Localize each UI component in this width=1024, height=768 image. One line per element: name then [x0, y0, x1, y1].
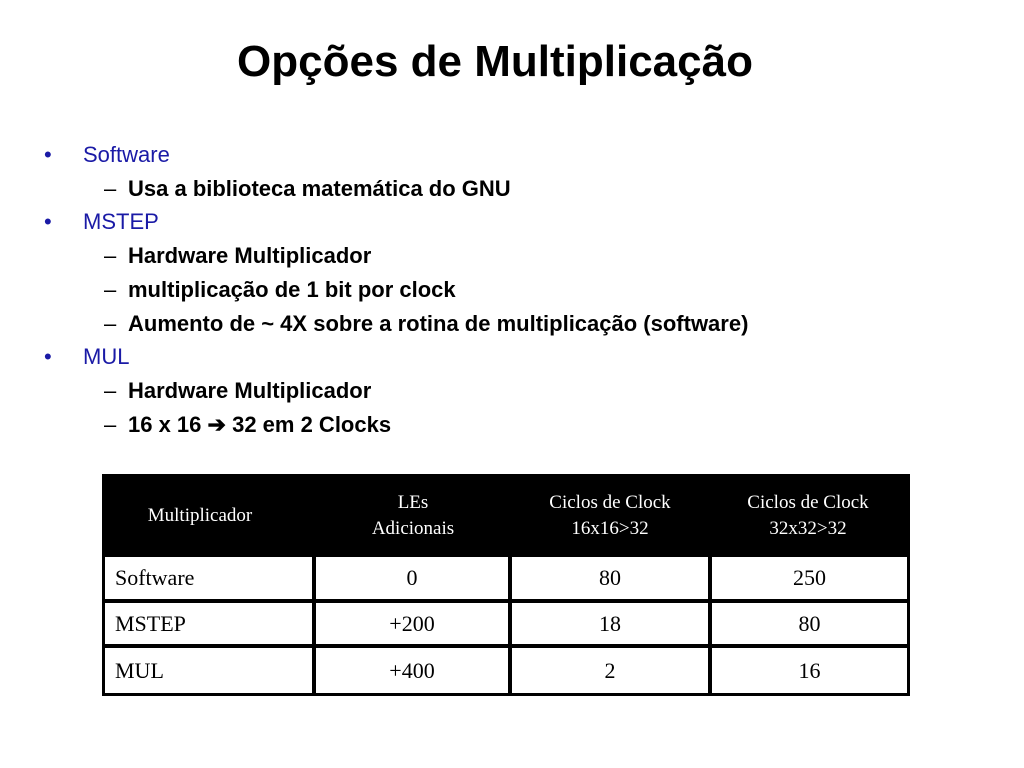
header-label: LEs	[397, 491, 429, 513]
bullet-mark: •	[44, 344, 52, 369]
bullet-text: MUL	[83, 344, 130, 369]
header-label: Ciclos de Clock	[747, 491, 869, 513]
sub-bullet-text	[128, 411, 391, 439]
sub-bullet-text: Usa a biblioteca matemática do GNU	[128, 176, 511, 201]
header-cell-les	[315, 477, 511, 554]
dash-mark: –	[104, 243, 117, 268]
dash-mark: –	[104, 277, 117, 302]
bullet-text: Software	[83, 142, 170, 167]
dash-mark: –	[104, 378, 117, 403]
dash-mark: –	[104, 176, 117, 201]
header-label: 16x16>32	[571, 517, 649, 539]
table-cell: +200	[316, 603, 508, 644]
table-cell: MSTEP	[105, 603, 312, 644]
header-cell-multiplicador	[105, 477, 295, 554]
header-cell-ciclos-32	[709, 477, 907, 554]
sub-bullet-text: multiplicação de 1 bit por clock	[128, 277, 456, 302]
sub-bullet-text: Hardware Multiplicador	[128, 378, 372, 403]
slide-title: Opções de Multiplicação	[237, 37, 753, 86]
sub-bullet-text: Hardware Multiplicador	[128, 243, 372, 268]
table-cell: Software	[105, 557, 312, 599]
header-label: 32x32>32	[769, 517, 847, 539]
dash-mark: –	[104, 311, 117, 336]
sub-bullet-text: Aumento de ~ 4X sobre a rotina de multiplicação (software)	[128, 311, 749, 336]
sub-bullet-text-after: 32 em 2 Clocks	[232, 412, 392, 437]
table-cell: 2	[512, 648, 708, 693]
header-label: Ciclos de Clock	[549, 491, 671, 513]
bullet-mark: •	[44, 209, 52, 234]
table-cell: 16	[712, 648, 907, 693]
table-cell: 80	[712, 603, 907, 644]
table-cell: MUL	[105, 648, 312, 693]
bullet-mark: •	[44, 142, 52, 167]
table-cell: 18	[512, 603, 708, 644]
header-label: Adicionais	[371, 517, 455, 539]
table-cell: 80	[512, 557, 708, 599]
header-label: Multiplicador	[147, 504, 253, 526]
table-cell: 0	[316, 557, 508, 599]
dash-mark: –	[104, 412, 117, 437]
bullet-text: MSTEP	[83, 209, 159, 234]
header-cell-ciclos-16	[511, 477, 709, 554]
sub-bullet-text-before: 16 x 16	[128, 412, 202, 437]
right-arrow-icon: ➔	[207, 412, 226, 437]
table-cell: 250	[712, 557, 907, 599]
comparison-table	[102, 474, 910, 696]
table-cell: +400	[316, 648, 508, 693]
